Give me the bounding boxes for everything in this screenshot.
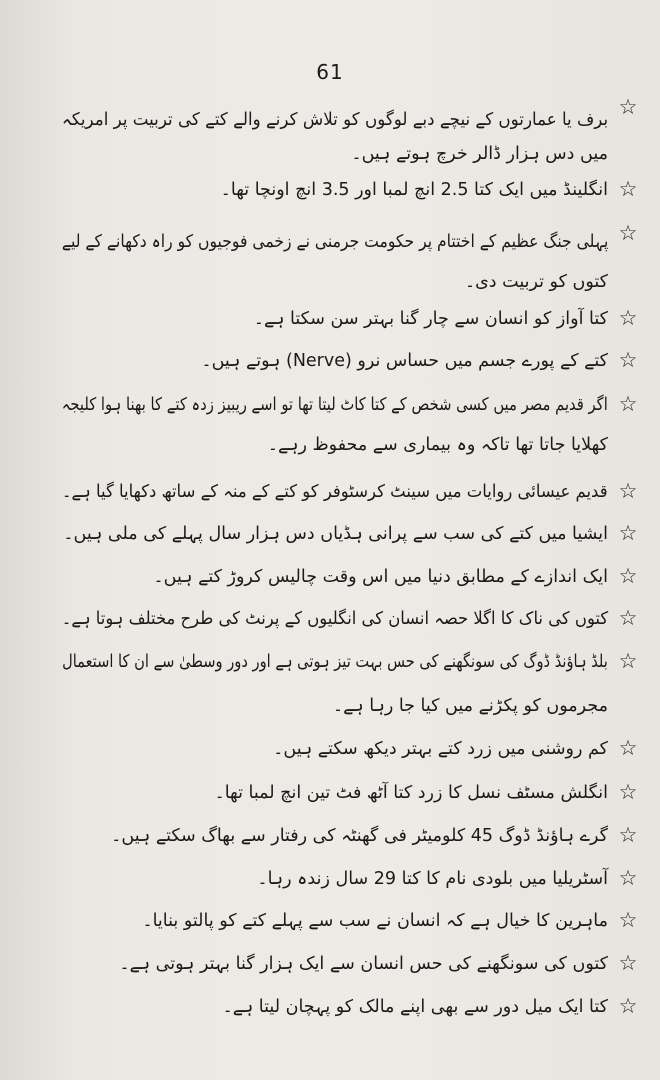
entry-line: کتوں کی ناک کا اگلا حصہ انسان کی انگلیوں کے پرنٹ کی طرح مختلف ہوتا ہے۔ (61, 609, 608, 629)
star-bullet-icon: ☆ (618, 736, 638, 760)
star-bullet-icon: ☆ (618, 521, 638, 545)
entry-line: آسٹریلیا میں بلودی نام کا کتا 29 سال زندہ رہا۔ (257, 869, 608, 889)
entry-line: ماہرین کا خیال ہے کہ انسان نے سب سے پہلے کتے کو پالتو بنایا۔ (142, 911, 608, 931)
star-bullet-icon: ☆ (618, 479, 638, 503)
star-bullet-icon: ☆ (618, 177, 638, 201)
entry-line: میں دس ہزار ڈالر خرچ ہوتے ہیں۔ (351, 144, 608, 164)
entry-line: کتا آواز کو انسان سے چار گنا بہتر سن سکتا ہے۔ (253, 309, 608, 329)
star-bullet-icon: ☆ (618, 649, 638, 673)
entry-line: پہلی جنگ عظیم کے اختتام پر حکومت جرمنی نے زخمی فوجیوں کو راہ دکھانے کے لیے (61, 232, 608, 252)
entry-line: ایک اندازے کے مطابق دنیا میں اس وقت چالیس کروڑ کتے ہیں۔ (153, 567, 608, 587)
star-bullet-icon: ☆ (618, 823, 638, 847)
entry-line: انگلینڈ میں ایک کتا 2.5 انچ لمبا اور 3.5 انچ اونچا تھا۔ (220, 180, 608, 200)
entry-line: گرے ہاؤنڈ ڈوگ 45 کلومیٹر فی گھنٹہ کی رفتار سے بھاگ سکتے ہیں۔ (111, 826, 608, 846)
entry-line: کھلایا جاتا تھا تاکہ وہ بیماری سے محفوظ رہے۔ (267, 435, 608, 455)
star-bullet-icon: ☆ (618, 95, 638, 119)
entry-line: کتوں کو تربیت دی۔ (464, 272, 608, 292)
star-bullet-icon: ☆ (618, 348, 638, 372)
entry-line: مجرموں کو پکڑنے میں کیا جا رہا ہے۔ (332, 696, 608, 716)
star-bullet-icon: ☆ (618, 866, 638, 890)
star-bullet-icon: ☆ (618, 606, 638, 630)
star-bullet-icon: ☆ (618, 951, 638, 975)
entry-line: قدیم عیسائی روایات میں سینٹ کرسٹوفر کو کتے کے منہ کے ساتھ دکھایا گیا ہے۔ (62, 482, 608, 502)
entry-line: کم روشنی میں زرد کتے بہتر دیکھ سکتے ہیں۔ (273, 739, 608, 759)
star-bullet-icon: ☆ (618, 780, 638, 804)
star-bullet-icon: ☆ (618, 908, 638, 932)
entry-line: انگلش مسٹف نسل کا زرد کتا آٹھ فٹ تین انچ لمبا تھا۔ (214, 783, 608, 803)
entry-line: ایشیا میں کتے کی سب سے پرانی ہڈیاں دس ہزار سال پہلے کی ملی ہیں۔ (63, 524, 608, 544)
star-bullet-icon: ☆ (618, 221, 638, 245)
star-bullet-icon: ☆ (618, 306, 638, 330)
entry-line: کتوں کی سونگھنے کی حس انسان سے ایک ہزار گنا بہتر ہوتی ہے۔ (119, 954, 608, 974)
star-bullet-icon: ☆ (618, 392, 638, 416)
entry-line: کتے کے پورے جسم میں حساس نرو (Nerve) ہوتے ہیں۔ (201, 351, 608, 371)
page-number: 61 (316, 60, 344, 84)
entry-line: اگر قدیم مصر میں کسی شخص کے کتا کاٹ لیتا تھا تو اسے ریبیز زدہ کتے کا بھنا ہوا کلیجہ (61, 395, 608, 415)
entry-line: برف یا عمارتوں کے نیچے دبے لوگوں کو تلاش کرنے والے کتے کی تربیت پر امریکہ (61, 110, 608, 130)
entry-line: بلڈ ہاؤنڈ ڈوگ کی سونگھنے کی حس بہت تیز ہوتی ہے اور دور وسطیٰ سے ان کا استعمال (62, 652, 608, 672)
star-bullet-icon: ☆ (618, 994, 638, 1018)
entry-line: کتا ایک میل دور سے بھی اپنے مالک کو پہچان لیتا ہے۔ (222, 997, 608, 1017)
star-bullet-icon: ☆ (618, 564, 638, 588)
